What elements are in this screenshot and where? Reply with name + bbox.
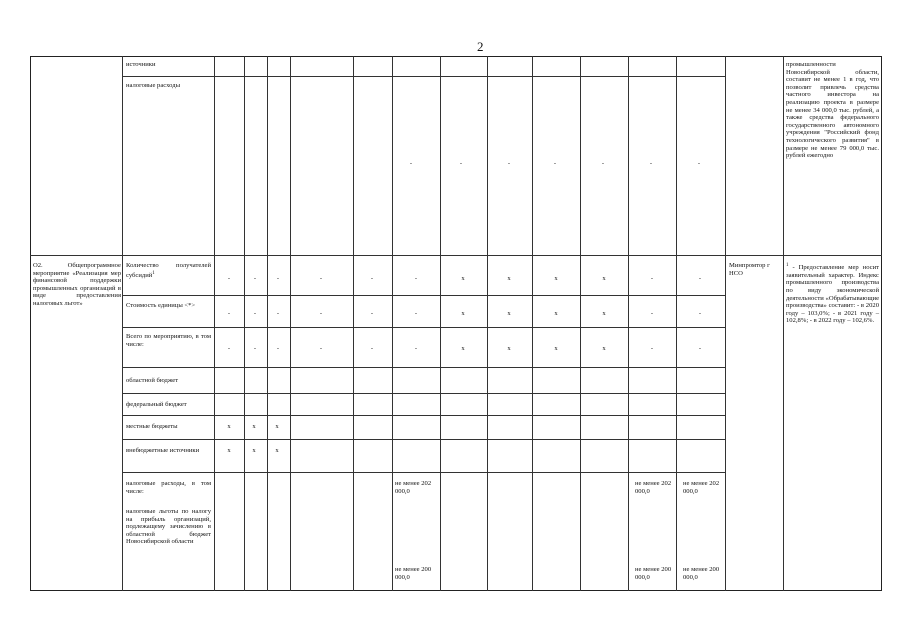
cell-value: - <box>414 310 418 317</box>
cell-value: - <box>319 275 323 282</box>
cell-value: - <box>370 310 374 317</box>
grid-vline <box>244 56 245 591</box>
top-dash: - <box>697 160 701 167</box>
grid-vline <box>214 56 215 591</box>
grid-vline <box>353 56 354 591</box>
grid-hline <box>122 472 725 473</box>
cell-value: x <box>507 310 511 317</box>
cell-value: x <box>461 310 465 317</box>
cell-value: - <box>698 345 702 352</box>
measure-note: $^1$ - Предоставление мер носит заявительный характер. Индекс промышленного производства по виду экономической деятельности «Обрабатывающие производства» составит: - в 2020 году – 103,0%; - в 2021 году – 102,8%; - в 2022 году – 102,6%. <box>786 263 879 325</box>
cell-value: x <box>554 275 558 282</box>
grid-vline <box>440 56 441 591</box>
grid-vline <box>676 56 677 591</box>
cell-value: - <box>227 345 231 352</box>
row-label-vsego: Всего по мероприятию, в том числе: <box>126 333 211 348</box>
profit-value: не менее 200 000,0 <box>635 566 672 581</box>
cell-x: x <box>275 447 279 454</box>
row-label-nalogovye-v-tom-chisle: налоговые расходы, в том числе: <box>126 480 211 495</box>
cell-value: - <box>370 275 374 282</box>
cell-value: - <box>414 275 418 282</box>
grid-vline <box>580 56 581 591</box>
cell-value: - <box>698 310 702 317</box>
cell-value: x <box>554 345 558 352</box>
grid-hline <box>122 76 725 77</box>
row-label-nalogovye-raskhody: налоговые расходы <box>126 82 181 89</box>
grid-vline <box>628 56 629 591</box>
grid-vline <box>290 56 291 591</box>
top-note-text: промышленности Новосибирской области, составит не менее 1 в год, что позволит привлечь средства частного инвестора на реализацию проекта в размере не менее 34 000,0 тыс. рублей, а также средства федерального государственного автономного учреждения "Российский фонд технологического развития" в размере не менее 79 000,0 тыс. рублей ежегодно <box>786 61 879 160</box>
grid-hline <box>122 327 725 328</box>
grid-hline <box>122 415 725 416</box>
grid-vline <box>122 56 123 591</box>
top-dash: - <box>507 160 511 167</box>
cell-value: - <box>253 275 257 282</box>
cell-value: - <box>370 345 374 352</box>
tax-value: не менее 202 000,0 <box>683 480 720 495</box>
cell-value: - <box>253 345 257 352</box>
cell-value: x <box>602 310 606 317</box>
cell-x: x <box>227 423 231 430</box>
profit-value: не менее 200 000,0 <box>683 566 720 581</box>
top-dash: - <box>649 160 653 167</box>
grid-hline <box>122 439 725 440</box>
top-dash: - <box>409 160 413 167</box>
cell-value: - <box>227 275 231 282</box>
cell-value: - <box>276 310 280 317</box>
cell-x: x <box>227 447 231 454</box>
grid-vline <box>532 56 533 591</box>
row-label-lgoty-pribyl: налоговые льготы по налогу на прибыль организаций, подлежащему зачислению в областной бюджет Новосибирской области <box>126 508 211 546</box>
grid-hline <box>122 393 725 394</box>
grid-vline <box>392 56 393 591</box>
cell-x: x <box>252 447 256 454</box>
cell-x: x <box>252 423 256 430</box>
cell-x: x <box>275 423 279 430</box>
row-label-stoimost: Стоимость единицы <*> <box>126 302 196 309</box>
grid-hline <box>122 295 725 296</box>
grid-hline <box>30 255 882 256</box>
cell-value: - <box>276 275 280 282</box>
cell-value: - <box>698 275 702 282</box>
row-label-kolichestvo: Количество получателей субсидий$^1$ <box>126 262 211 279</box>
grid-vline <box>783 56 784 591</box>
row-label-oblastnoy: областной бюджет <box>126 377 179 384</box>
cell-value: - <box>414 345 418 352</box>
page-number: 2 <box>477 39 484 54</box>
profit-value: не менее 200 000,0 <box>395 566 432 581</box>
grid-vline <box>487 56 488 591</box>
cell-value: x <box>602 275 606 282</box>
grid-hline <box>122 367 725 368</box>
cell-value: x <box>507 275 511 282</box>
cell-value: x <box>554 310 558 317</box>
tax-value: не менее 202 000,0 <box>395 480 432 495</box>
cell-value: - <box>319 345 323 352</box>
cell-value: x <box>461 345 465 352</box>
top-dash: - <box>601 160 605 167</box>
cell-value: - <box>253 310 257 317</box>
cell-value: - <box>276 345 280 352</box>
cell-value: - <box>319 310 323 317</box>
cell-value: x <box>507 345 511 352</box>
cell-value: - <box>650 345 654 352</box>
cell-value: x <box>461 275 465 282</box>
measure-title: О2. Общепрограммное мероприятие «Реализация мер финансовой поддержки промышленных организаций в виде предоставления налоговых льгот» <box>33 262 121 307</box>
measure-executor: Минпромтор г НСО <box>729 262 770 277</box>
cell-value: - <box>227 310 231 317</box>
row-label-mestnye: местные бюджеты <box>126 423 178 430</box>
cell-value: - <box>650 275 654 282</box>
grid-vline <box>725 56 726 591</box>
top-dash: - <box>459 160 463 167</box>
top-dash: - <box>553 160 557 167</box>
cell-value: x <box>602 345 606 352</box>
row-label-federalny: федеральный бюджет <box>126 401 187 408</box>
tax-value: не менее 202 000,0 <box>635 480 672 495</box>
grid-vline <box>267 56 268 591</box>
row-label-vnebyudzhetnye: внебюджетные источники <box>126 447 200 454</box>
row-label-istochniki: источники <box>126 61 156 68</box>
cell-value: - <box>650 310 654 317</box>
